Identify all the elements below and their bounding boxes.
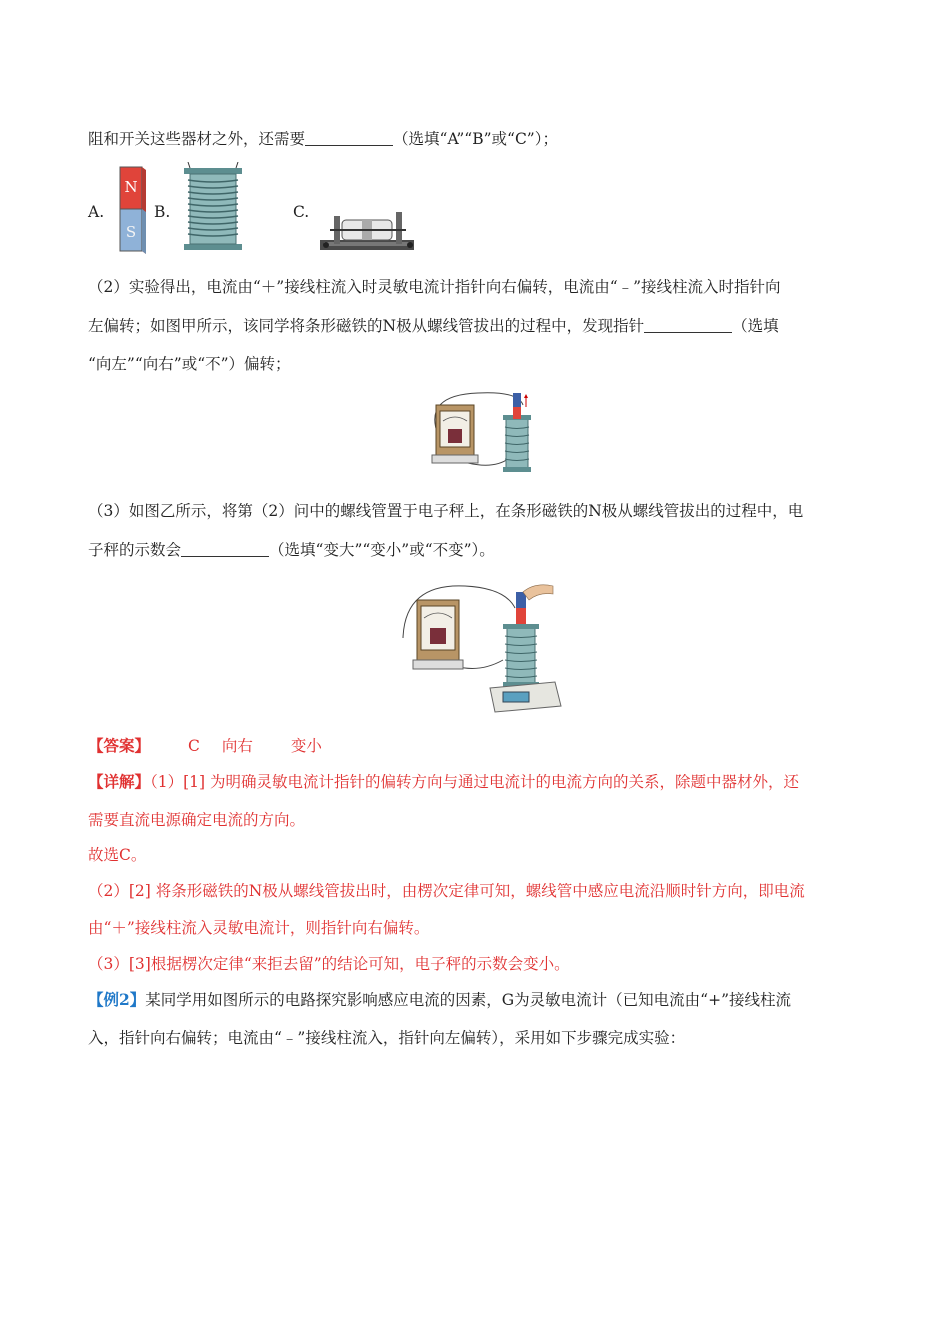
bar-magnet-figure bbox=[118, 165, 148, 255]
detail-line-2: 需要直流电源确定电流的方向。 bbox=[88, 811, 306, 829]
solenoid-figure bbox=[178, 162, 248, 256]
answer-line bbox=[88, 735, 322, 757]
q3-line-2 bbox=[88, 539, 495, 561]
answer-value-1: C bbox=[188, 737, 200, 755]
magnet-s-label: S bbox=[125, 223, 137, 241]
q2-line-2-text: 左偏转；如图甲所示，该同学将条形磁铁的N极从螺线管拔出的过程中，发现指针 bbox=[88, 317, 645, 335]
example2-line-1-text: 某同学用如图所示的电路探究影响感应电流的因素，G为灵敏电流计（已知电流由“+”接线柱流 bbox=[145, 991, 792, 1009]
q2-line-3: “向左”“向右”或“不”）偏转； bbox=[88, 355, 291, 373]
q2-blank bbox=[644, 316, 732, 333]
detail-line-4: （2）[2] 将条形磁铁的N极从螺线管拔出时，由楞次定律可知，螺线管中感应电流沿顺时针方向，即电流 bbox=[88, 882, 805, 900]
q1-text-before: 阻和开关这些器材之外，还需要 bbox=[88, 130, 306, 148]
option-b-label: B. bbox=[154, 203, 171, 221]
detail-line-3: 故选C。 bbox=[88, 846, 147, 864]
detail-tag: 【详解】 bbox=[88, 772, 151, 791]
detail-line-1 bbox=[88, 771, 799, 793]
detail-line-1-text: （1）[1] 为明确灵敏电流计指针的偏转方向与通过电流计的电流方向的关系，除题中器材外，还 bbox=[150, 773, 800, 791]
example2-line-1 bbox=[88, 989, 791, 1011]
answer-tag: 【答案】 bbox=[88, 736, 151, 755]
answer-value-2: 向右 bbox=[221, 737, 253, 755]
q3-line-2-text: 子秤的示数会 bbox=[88, 541, 182, 559]
q2-line-1: （2）实验得出，电流由“＋”接线柱流入时灵敏电流计指针向右偏转，电流由“﹣”接线柱流入时指针向 bbox=[88, 278, 781, 296]
detail-line-5: 由“＋”接线柱流入灵敏电流计，则指针向右偏转。 bbox=[88, 919, 430, 937]
figure-yi-scale-setup bbox=[395, 578, 565, 713]
q3-line-1: （3）如图乙所示，将第（2）问中的螺线管置于电子秤上，在条形磁铁的N极从螺线管拔出的过程中，电 bbox=[88, 502, 804, 520]
q3-blank bbox=[181, 540, 269, 557]
option-a-label: A. bbox=[88, 203, 105, 221]
q2-line-2-after: （选填 bbox=[732, 317, 779, 335]
q1-blank bbox=[305, 129, 393, 146]
q1-text-after: （选填“A”“B”或“C”）； bbox=[393, 130, 558, 148]
magnet-n-label: N bbox=[124, 178, 138, 196]
q3-line-2-after: （选填“变大”“变小”或“不变”）。 bbox=[269, 541, 495, 559]
q2-line-2 bbox=[88, 315, 779, 337]
figure-jia-galvanometer-setup bbox=[418, 385, 548, 475]
answer-value-3: 变小 bbox=[290, 737, 322, 755]
example2-line-2: 入，指针向右偏转；电流由“﹣”接线柱流入，指针向左偏转），采用如下步骤完成实验： bbox=[88, 1029, 686, 1047]
dc-motor-figure bbox=[318, 208, 418, 254]
example2-tag: 【例2】 bbox=[88, 990, 146, 1009]
q1-line bbox=[88, 128, 558, 150]
detail-line-6: （3）[3]根据楞次定律“来拒去留”的结论可知，电子秤的示数会变小。 bbox=[88, 955, 570, 973]
option-c-label: C. bbox=[293, 203, 310, 221]
